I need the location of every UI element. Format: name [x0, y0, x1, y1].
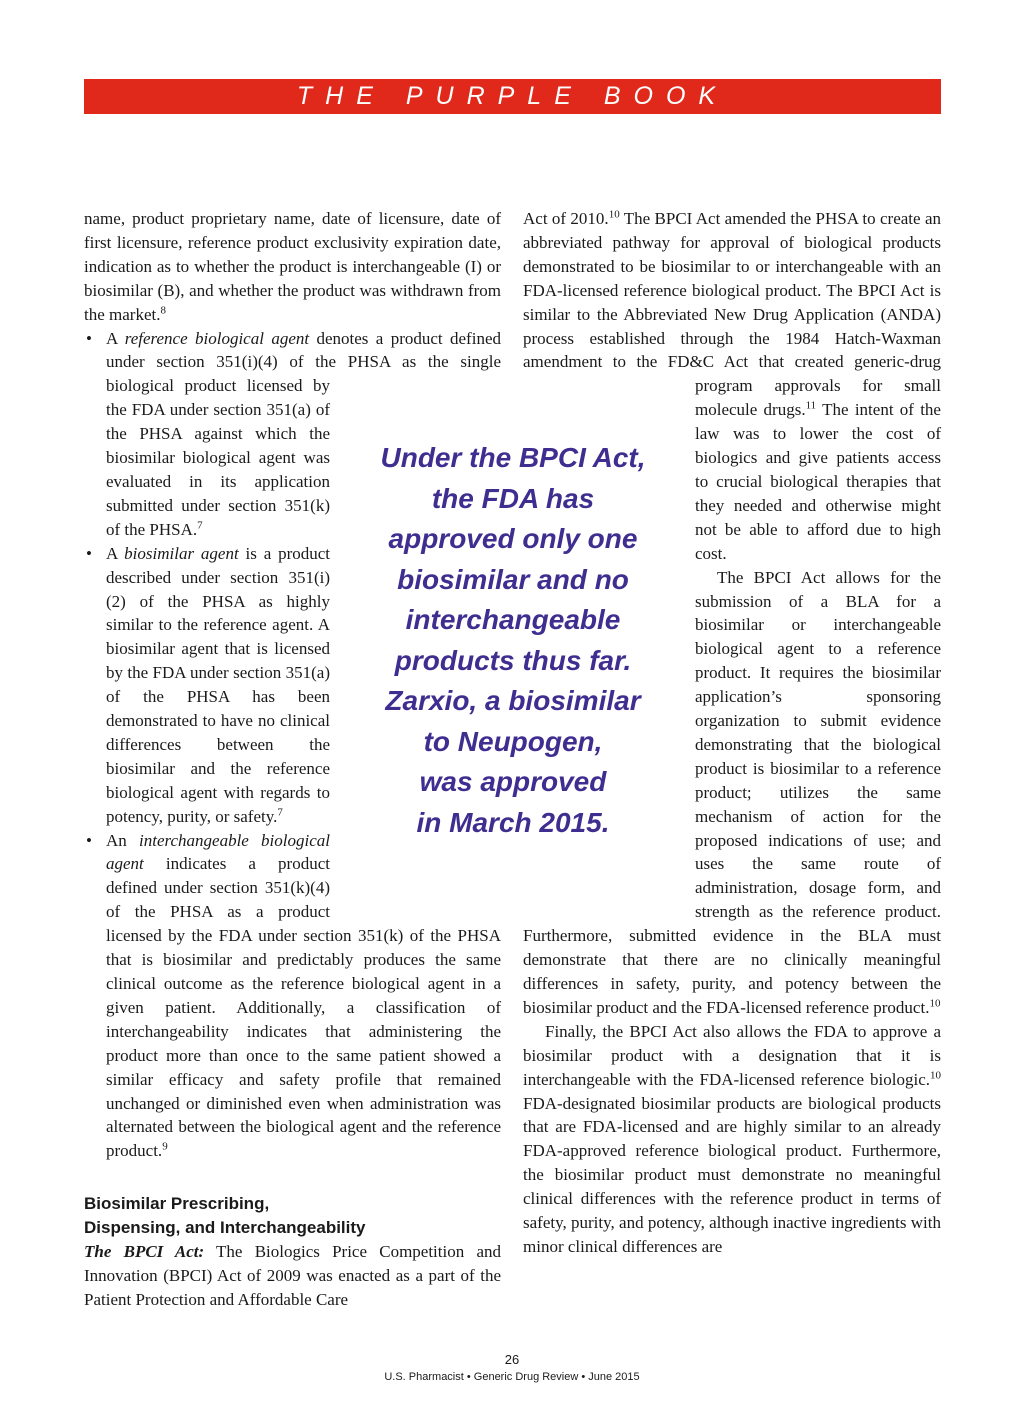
bullet-dot: •	[86, 543, 92, 563]
bullet-dot: •	[86, 830, 92, 850]
bpci-runin: The BPCI Act:	[84, 1242, 205, 1262]
bullet-interchangeable-agent: • An interchangeable biological agent indicates a product defined under section 351(k)(4) of the PHSA as a product licensed by the FDA under section 351(k) of the PHSA that is biosimilar and predictably produces the same clinical outcome as the reference biological agent in a given patient. Additionally, a classification of interchangeability indicates that administering the product more than once to the same patient showed a similar efficacy and safety profile that remained unchanged or diminished even when administration was alternated between the biological agent and the reference product.$^9$	[86, 830, 501, 1161]
page-number: 26	[504, 1352, 520, 1367]
pull-quote: Under the BPCI Act, the FDA has approved only one biosimilar and no interchangeable products thus far. Zarxio, a biosimilar to Neupogen, was approved in March 2015.	[380, 442, 646, 838]
bpci-paragraph: The BPCI Act: The Biologics Price Competition and Innovation (BPCI) Act of 2009 was enacted as a part of the Patient Protection and Affordable Care	[84, 1242, 501, 1310]
intro-paragraph: name, product proprietary name, date of licensure, date of first licensure, reference product exclusivity expiration date, indication as to whether the product is interchangeable (I) or biosimilar (B), and whether the product was withdrawn from the market.$^8$	[84, 209, 501, 324]
publication-footer: U.S. Pharmacist • Generic Drug Review • June 2015	[384, 1371, 640, 1383]
term-biosimilar-agent: biosimilar agent	[124, 543, 239, 563]
bullet-biosimilar-agent: • A biosimilar agent is a product described under section 351(i)(2) of the PHSA as highly similar to the reference agent. A biosimilar agent that is licensed by the FDA under section 351(a) of the PHSA has been demonstrated to have no clinical differences between the biosimilar and the reference biological agent with regards to potency, purity, or safety.$^7$	[86, 543, 330, 826]
bullet-reference-agent: • A reference biological agent denotes a product defined under section 351(i)(4) of the PHSA as the single biological product licensed by the FDA under section 351(a) of the PHSA against which the biosimilar biological agent was evaluated in its application submitted under section 351(k) of the PHSA.$^7$	[86, 328, 501, 539]
term-reference-agent: reference biological agent	[124, 328, 310, 348]
section-heading: Biosimilar Prescribing, Dispensing, and Interchangeability	[84, 1194, 366, 1238]
term-interchangeable-agent: interchangeable biological agent	[106, 830, 330, 874]
right-paragraph-1: Act of 2010.10 The BPCI Act amended the PHSA to create an abbreviated pathway for approval of biological products demonstrated to be biosimilar to or interchangeable with an FDA-licensed reference biological product. The BPCI Act is similar to the Abbreviated New Drug Application (ANDA) process established through the 1984 Hatch-Waxman amendment to the FD&C Act that created generic-drug program approvals for small molecule drugs.$^{11}$ The intent of the law was to lower the cost of biologics and give patients access to crucial biological therapies that they needed and otherwise might not be able to afford due to high cost.	[523, 208, 941, 563]
bullet-dot: •	[86, 328, 92, 348]
right-paragraph-3: Finally, the BPCI Act also allows the FDA to approve a biosimilar product with a designation that it is interchangeable with the FDA-licensed reference biologic.$^{10}$ FDA-designated biosimilar products are biological products that are FDA-licensed and are highly similar to an already FDA-approved reference biological product. Furthermore, the biosimilar product must demonstrate no meaningful clinical differences with the reference product in terms of safety, purity, and potency, although inactive ingredients with minor clinical differences are	[523, 1021, 941, 1256]
right-paragraph-2: The BPCI Act allows for the submission of a BLA for a biosimilar or interchangeable biological agent to a reference product. It requires the biosimilar application’s sponsoring organization to submit evidence demonstrating that the biological product is biosimilar to a reference product; utilizes the same mechanism of action for the proposed indications of use; and uses the same route of administration, dosage form, and strength as the reference product. Furthermore, submitted evidence in the BLA must demonstrate that there are no clinically meaningful differences in safety, purity, and potency between the biosimilar product and the FDA-licensed reference product.$^{10}$	[523, 567, 941, 1017]
section-banner: THE PURPLE BOOK	[84, 79, 941, 114]
